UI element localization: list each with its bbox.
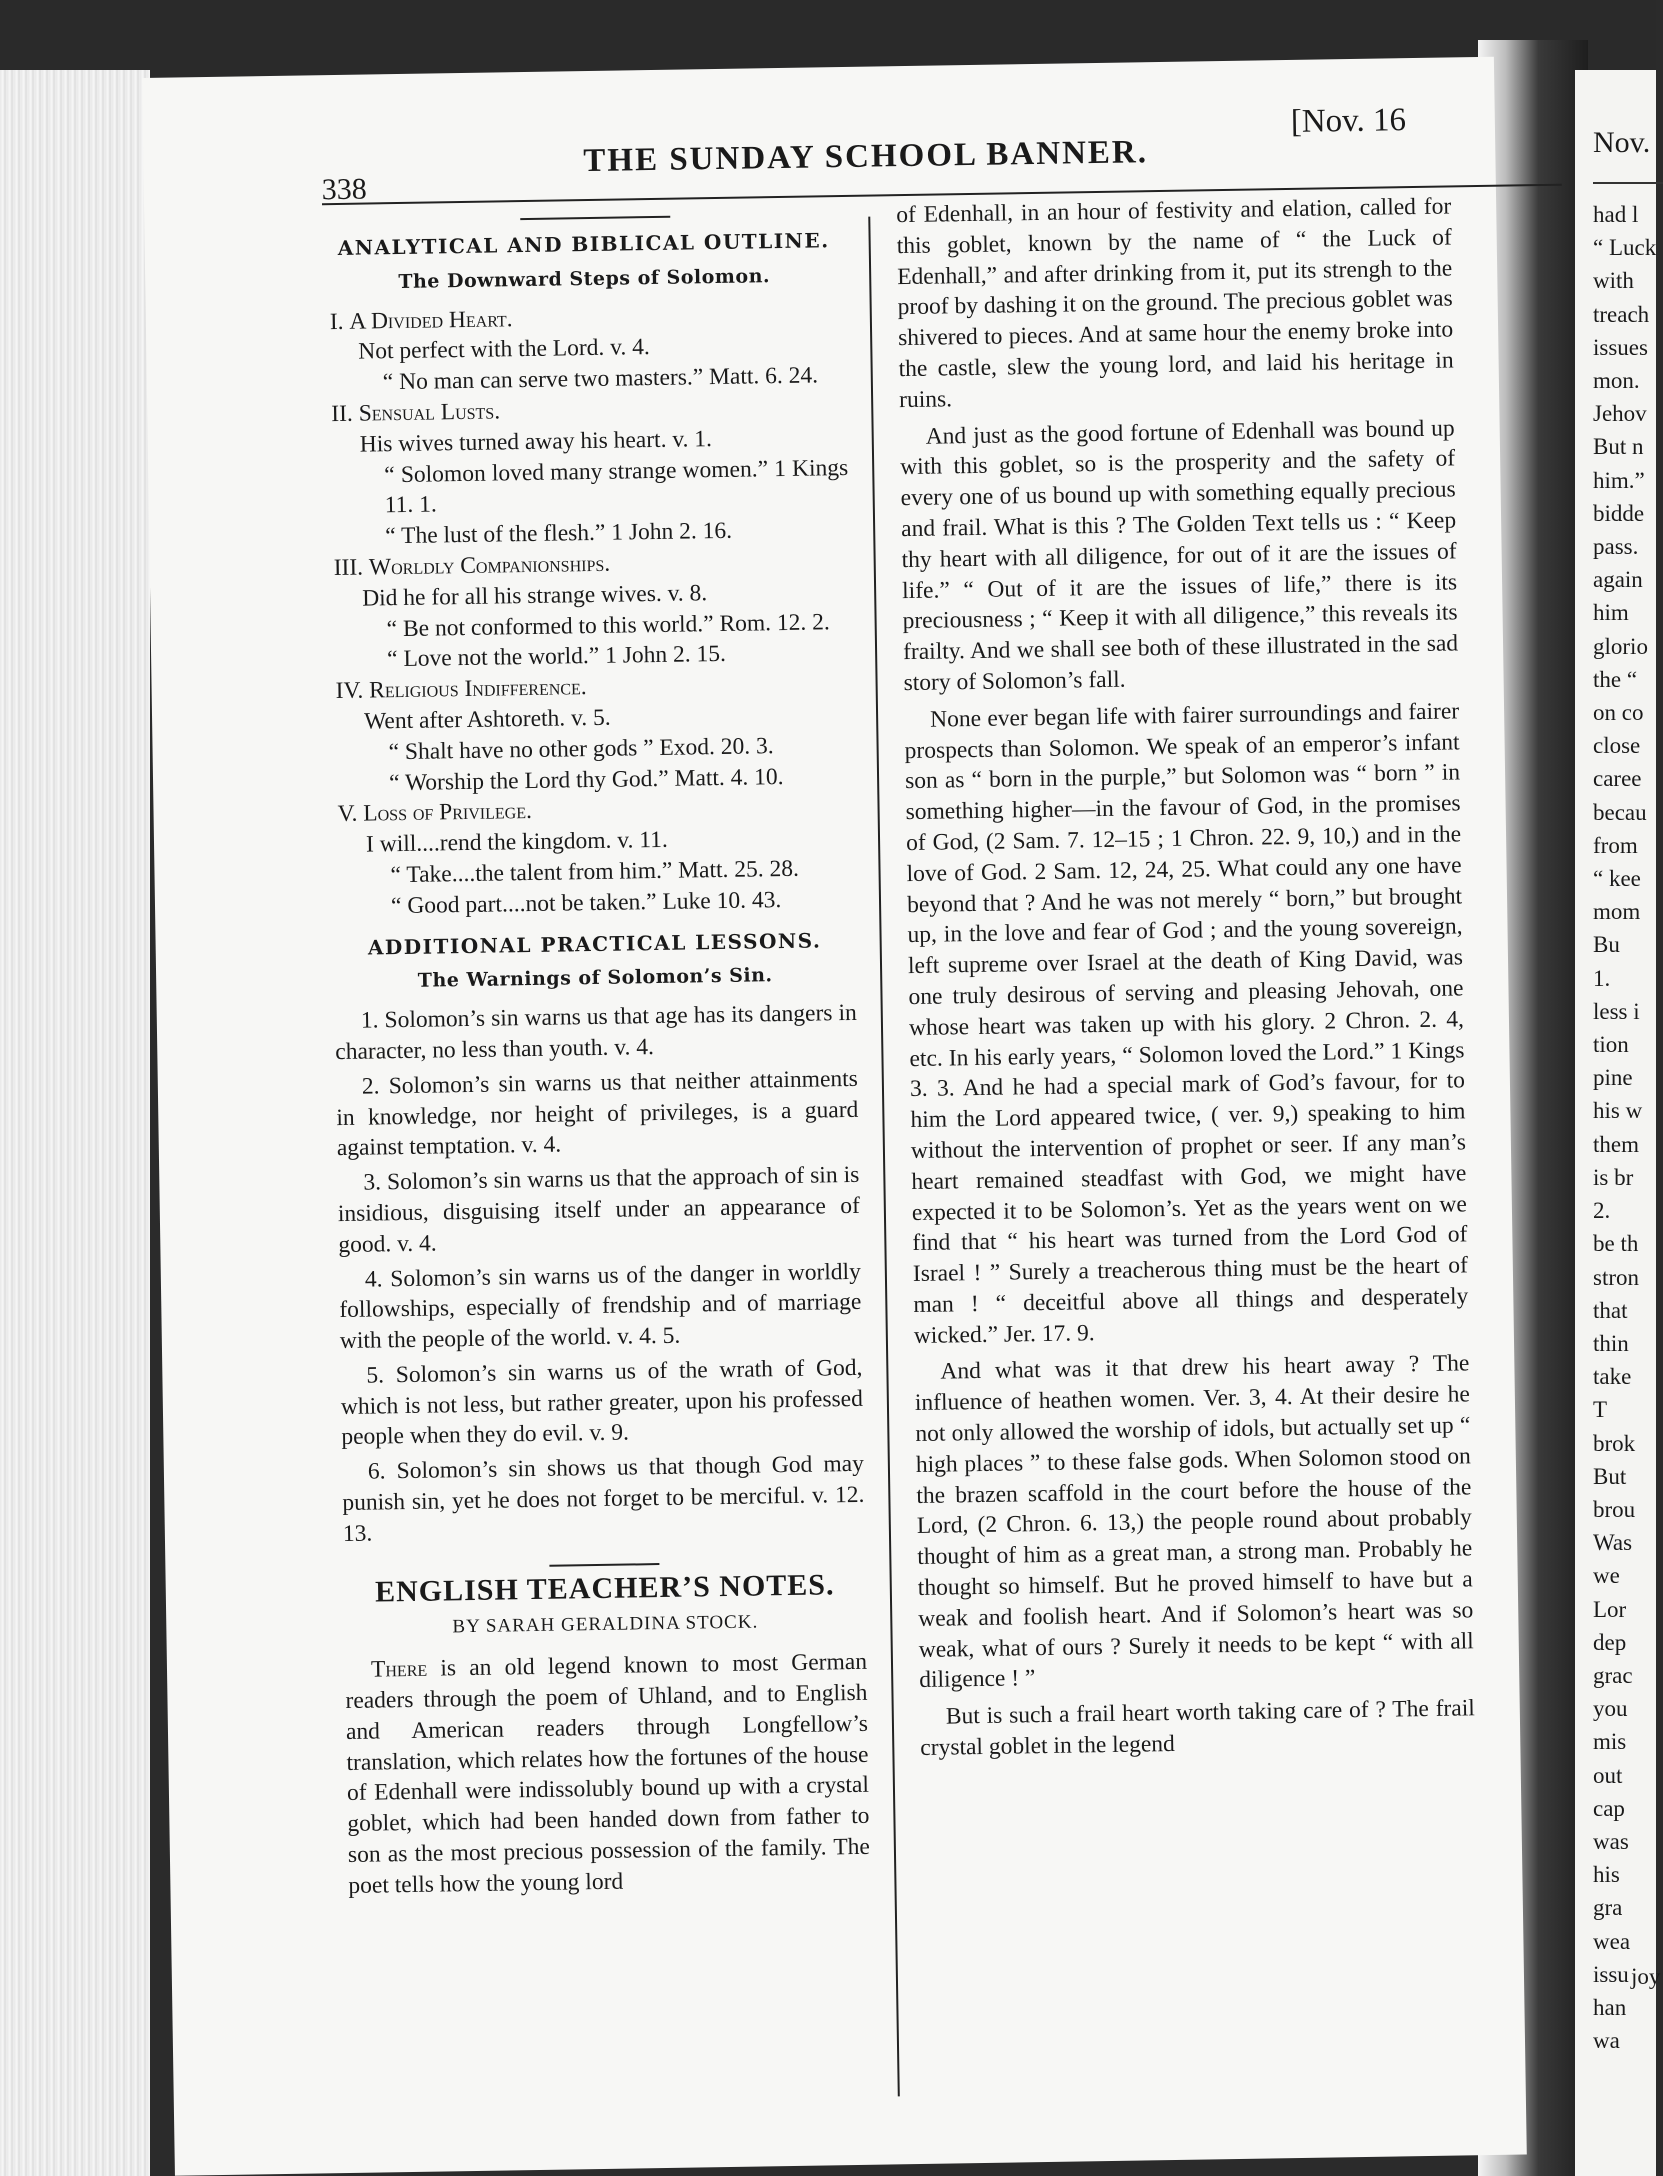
facing-page-line: dep [1593, 1629, 1627, 1655]
facing-page-header: Nov. [1593, 126, 1651, 159]
facing-page-line: his [1593, 1862, 1620, 1888]
body-paragraph: And what was it that drew his heart away ? The influence of heathen women. Ver. 3, 4. At their desire he not only allowed the worship of idols, but actually set up “ high places ” to these false gods. When Solomon stood on the brazen scaffold in the court before the house of the Lord, (2 Chron. 6. 13,) the people round about probably thought of him as a great man, a strong man. Probably he thought so himself. But he proved himself to have but a weak and foolish heart. And if Solomon’s heart was so weak, what of ours ? Surely it needs to be kept “ with all diligence ! ” [914, 1350, 1474, 1694]
facing-page-line: thin [1593, 1330, 1629, 1356]
outline-numeral: V. [337, 801, 358, 828]
facing-page-text [1593, 198, 1656, 2057]
facing-page-line: out [1593, 1762, 1623, 1788]
facing-page-line: mom [1593, 899, 1641, 925]
outline-line: Not perfect with the Lord. v. 4. [358, 334, 650, 366]
facing-page-line: you [1593, 1696, 1628, 1722]
facing-page-line: Was [1593, 1530, 1633, 1556]
facing-page-line: treach [1593, 301, 1650, 327]
running-title: THE SUNDAY SCHOOL BANNER. [583, 134, 1149, 180]
outline-line: “ Love not the world.” 1 John 2. 15. [386, 641, 727, 673]
notes-first-word: There [370, 1655, 428, 1683]
outline-numeral: III. [333, 554, 364, 582]
facing-page-line: bidde [1593, 500, 1645, 526]
outline-heading-text: A Divided Heart. [349, 305, 513, 335]
outline-line: I will....rend the kingdom. v. 11. [365, 826, 669, 858]
facing-page-line: brok [1593, 1430, 1636, 1456]
facing-page-line: issu [1593, 1961, 1629, 1987]
lessons-title: ADDITIONAL PRACTICAL LESSONS. [367, 927, 822, 960]
notes-separator [549, 1563, 659, 1567]
facing-page-line: But [1593, 1463, 1627, 1489]
outline-line: “ Be not conformed to this world.” Rom. 12. 2. [386, 608, 831, 642]
facing-page-line: was [1593, 1828, 1629, 1854]
facing-page-line: mon. [1593, 368, 1640, 394]
outline-numeral: IV. [335, 677, 364, 705]
outline-line: “ Worship the Lord thy God.” Matt. 4. 10. [388, 763, 784, 796]
notes-byline: BY SARAH GERALDINA STOCK. [452, 1611, 759, 1638]
facing-page-line: T [1593, 1397, 1608, 1423]
facing-page-line: “ kee [1593, 866, 1641, 892]
facing-page-line: caree [1593, 766, 1642, 792]
outline-line: “ Good part....not be taken.” Luke 10. 43. [390, 886, 782, 919]
facing-page-line: his w [1593, 1098, 1643, 1124]
facing-page-line: is br [1593, 1164, 1634, 1190]
outline-subtitle: The Downward Steps of Solomon. [398, 264, 771, 293]
outline-list [324, 299, 856, 923]
facing-page-line: han [1593, 1994, 1627, 2020]
lesson-item: 6. Solomon’s sin shows us that though God may punish sin, yet he does not forget to be merciful. v. 12. 13. [342, 1451, 865, 1547]
page-number: 338 [321, 172, 368, 207]
notes-intro-text: is an old legend known to most German readers through the poem of Uhland, and to English and American readers through Longfellow’s translation, which relates how the fortunes of the house of Edenhall were indissolubly bound up with a crystal goblet, which had been handed down from father to son as the most precious possession of the family. The poet tells how the young lord [345, 1649, 871, 1899]
outline-line: Went after Ashtoreth. v. 5. [363, 704, 611, 735]
outline-line: “ Solomon loved many strange women.” 1 Kings 11. 1. [384, 454, 849, 519]
lesson-item: 2. Solomon’s sin warns us that neither attainments in knowledge, nor height of privileges, is a guard against temptation. v. 4. [336, 1065, 859, 1162]
facing-page-line: wa [1593, 2028, 1620, 2054]
body-paragraph: of Edenhall, in an hour of festivity and elation, called for this goblet, known by the name of “ the Luck of Edenhall,” and after drinking from it, put its strengh to the proof by dashing it on the ground. The precious goblet was shivered to pieces. And at same hour the enemy broke into the castle, slew the young lord, and laid his heritage in ruins. [896, 193, 1454, 413]
facing-page-line: him.” [1593, 467, 1645, 493]
facing-page-line: that [1593, 1297, 1628, 1323]
facing-page-line: Lor [1593, 1596, 1627, 1622]
facing-page-line: stron [1593, 1264, 1639, 1290]
facing-page-line: less i [1593, 998, 1640, 1024]
outline-heading-text: Religious Indifference. [368, 674, 587, 704]
facing-page-line: brou [1593, 1496, 1636, 1522]
facing-page-line: had l [1593, 202, 1639, 227]
facing-page-line: cap [1593, 1795, 1625, 1821]
facing-page-line: them [1593, 1131, 1639, 1157]
column-divider [868, 217, 900, 2097]
facing-page-line: pine [1593, 1065, 1633, 1091]
facing-page-line: But n [1593, 434, 1644, 460]
facing-page-line: tion [1593, 1032, 1629, 1058]
facing-page-line: glorio [1593, 633, 1648, 659]
outline-heading-text: Loss of Privilege. [363, 798, 533, 827]
facing-page-line: take [1593, 1364, 1632, 1390]
facing-page-line: we [1593, 1563, 1620, 1589]
facing-page-line: gra [1593, 1895, 1623, 1921]
outline-line: “ Take....the talent from him.” Matt. 25. 28. [390, 855, 800, 889]
notes-intro-paragraph [345, 1647, 871, 1902]
facing-page-line: “ Luck [1593, 235, 1657, 261]
facing-page-line: grac [1593, 1662, 1633, 1688]
lesson-item: 1. Solomon’s sin warns us that age has its dangers in character, no less than youth. v. 4. [335, 1000, 857, 1066]
book-page-edges [0, 70, 150, 2176]
facing-page-line: 1. [1593, 965, 1611, 991]
facing-page-line: wea [1593, 1928, 1631, 1954]
outline-heading-text: Worldly Companionships. [368, 550, 611, 581]
facing-page-line: again [1593, 567, 1643, 593]
outline-line: His wives turned away his heart. v. 1. [359, 425, 713, 458]
body-paragraph: But is such a frail heart worth taking care of ? The frail crystal goblet in the legend [920, 1695, 1475, 1762]
facing-page-line: on co [1593, 700, 1644, 726]
facing-page-line: him [1593, 600, 1629, 626]
outline-numeral: I. [329, 308, 344, 335]
lesson-item: 4. Solomon’s sin warns us of the danger in worldly followships, especially of frendship and of marriage with the people of the world. v. 4. 5. [339, 1258, 862, 1355]
outline-top-rule [520, 216, 670, 220]
outline-line: “ The lust of the flesh.” 1 John 2. 16. [385, 517, 733, 550]
facing-page-line: the “ [1593, 666, 1638, 692]
facing-page-line: Bu [1593, 932, 1620, 958]
outline-line: “ Shalt have no other gods ” Exod. 20. 3. [388, 732, 774, 765]
facing-page-line: becau [1593, 799, 1647, 825]
body-paragraph: And just as the good fortune of Edenhall was bound up with this goblet, so is the prosperity and the safety of every one of us bound up with something equally precious and frail. What is this ? The Golden Text tells us : “ Keep thy heart with all diligence, for out of it are the issues of life.” “ Out of it are the issues of life,” there is its preciousness ; “ Keep it with all diligence,” this reveals its frailty. And we shall see both of these illustrated in the sad story of Solomon’s fall. [900, 415, 1459, 697]
facing-page-line: issues [1593, 334, 1648, 360]
facing-page-rule [1593, 182, 1663, 184]
facing-page-line: 2. [1593, 1198, 1611, 1224]
document-page [142, 57, 1527, 2176]
lessons-list [335, 998, 865, 1550]
facing-page-line: mis [1593, 1729, 1627, 1755]
facing-page [1575, 70, 1661, 2176]
lesson-item: 3. Solomon’s sin warns us that the approach of sin is insidious, disguising itself under an appearance of good. v. 4. [337, 1161, 861, 1258]
left-column [322, 219, 870, 1908]
lessons-subtitle: The Warnings of Solomon’s Sin. [417, 964, 773, 993]
outline-heading-text: Sensual Lusts. [358, 398, 501, 427]
facing-page-bottom-word: joy [1631, 1964, 1661, 1989]
right-column [896, 191, 1476, 1769]
facing-page-line: from [1593, 832, 1638, 858]
body-paragraph: None ever began life with fairer surroundings and fairer prospects than Solomon. We speak of an emperor’s infant son as “ born in the purple,” but Solomon was “ born ” in something higher—in the favour of God, in the promises of God, (2 Sam. 7. 12–15 ; 1 Chron. 22. 9, 10,) and in the love of God. 2 Sam. 12, 24, 25. What could any one have beyond that ? And he was not merely “ born,” but brought up, in the love and fear of God ; and the young sovereign, left supreme over Israel at the death of King David, was one truly desirous of serving and pleasing Jehovah, one whose heart was taken up with his glory. 2 Chron. 2. 4, etc. In his early years, “ Solomon loved the Lord.” 1 Kings 3. 3. And he had a special mark of God’s favour, for to him the Lord appeared twice, ( ver. 9,) speaking to him without the intervention of prophet or seer. If any man’s heart remained steadfast with God, we might have expected it to be Solomon’s. Yet as the years went on we find that “ his heart was turned from the Lord God of Israel ! ” Surely a treacherous thing must be the heart of man ! “ deceitful above all things and desperately wicked.” Jer. 17. 9. [904, 698, 1469, 1349]
lesson-item: 5. Solomon’s sin warns us of the wrath of God, which is not less, but rather greater, upon his professed people when they do evil. v. 9. [340, 1354, 864, 1451]
running-date: [Nov. 16 [1290, 102, 1407, 140]
notes-title: ENGLISH TEACHER’S NOTES. [374, 1567, 835, 1609]
outline-line: “ No man can serve two masters.” Matt. 6. 24. [382, 362, 819, 396]
outline-line: Did he for all his strange wives. v. 8. [361, 579, 708, 612]
facing-page-line: close [1593, 733, 1641, 759]
facing-page-line: be th [1593, 1231, 1639, 1257]
facing-page-line: pass. [1593, 534, 1639, 560]
facing-page-line: Jehov [1593, 401, 1647, 427]
outline-title: ANALYTICAL AND BIBLICAL OUTLINE. [337, 228, 830, 260]
outline-numeral: II. [331, 400, 354, 428]
facing-page-line: with [1593, 268, 1634, 294]
